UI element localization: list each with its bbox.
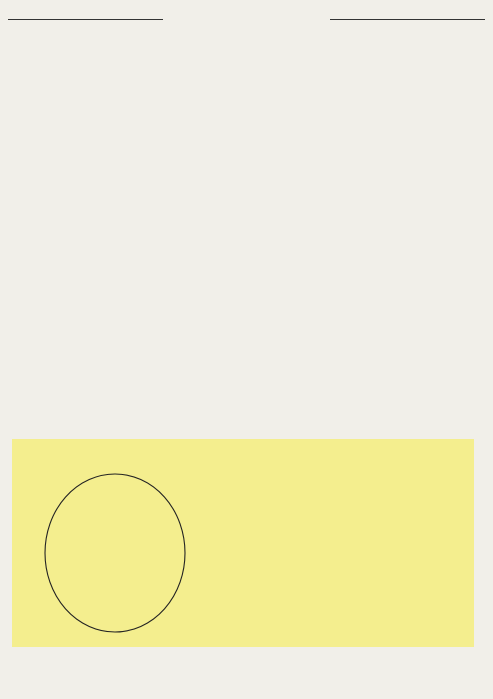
diagram-canvas [12,439,474,647]
apple-outline [45,474,185,632]
page-header [0,10,493,30]
crochet-diagrams [12,439,474,647]
column-grapes [327,44,485,52]
column-apples-continued [168,44,316,52]
header-rule-left [8,19,163,20]
column-apples [6,44,156,50]
page-footer [0,651,493,671]
header-rule-right [330,19,485,20]
